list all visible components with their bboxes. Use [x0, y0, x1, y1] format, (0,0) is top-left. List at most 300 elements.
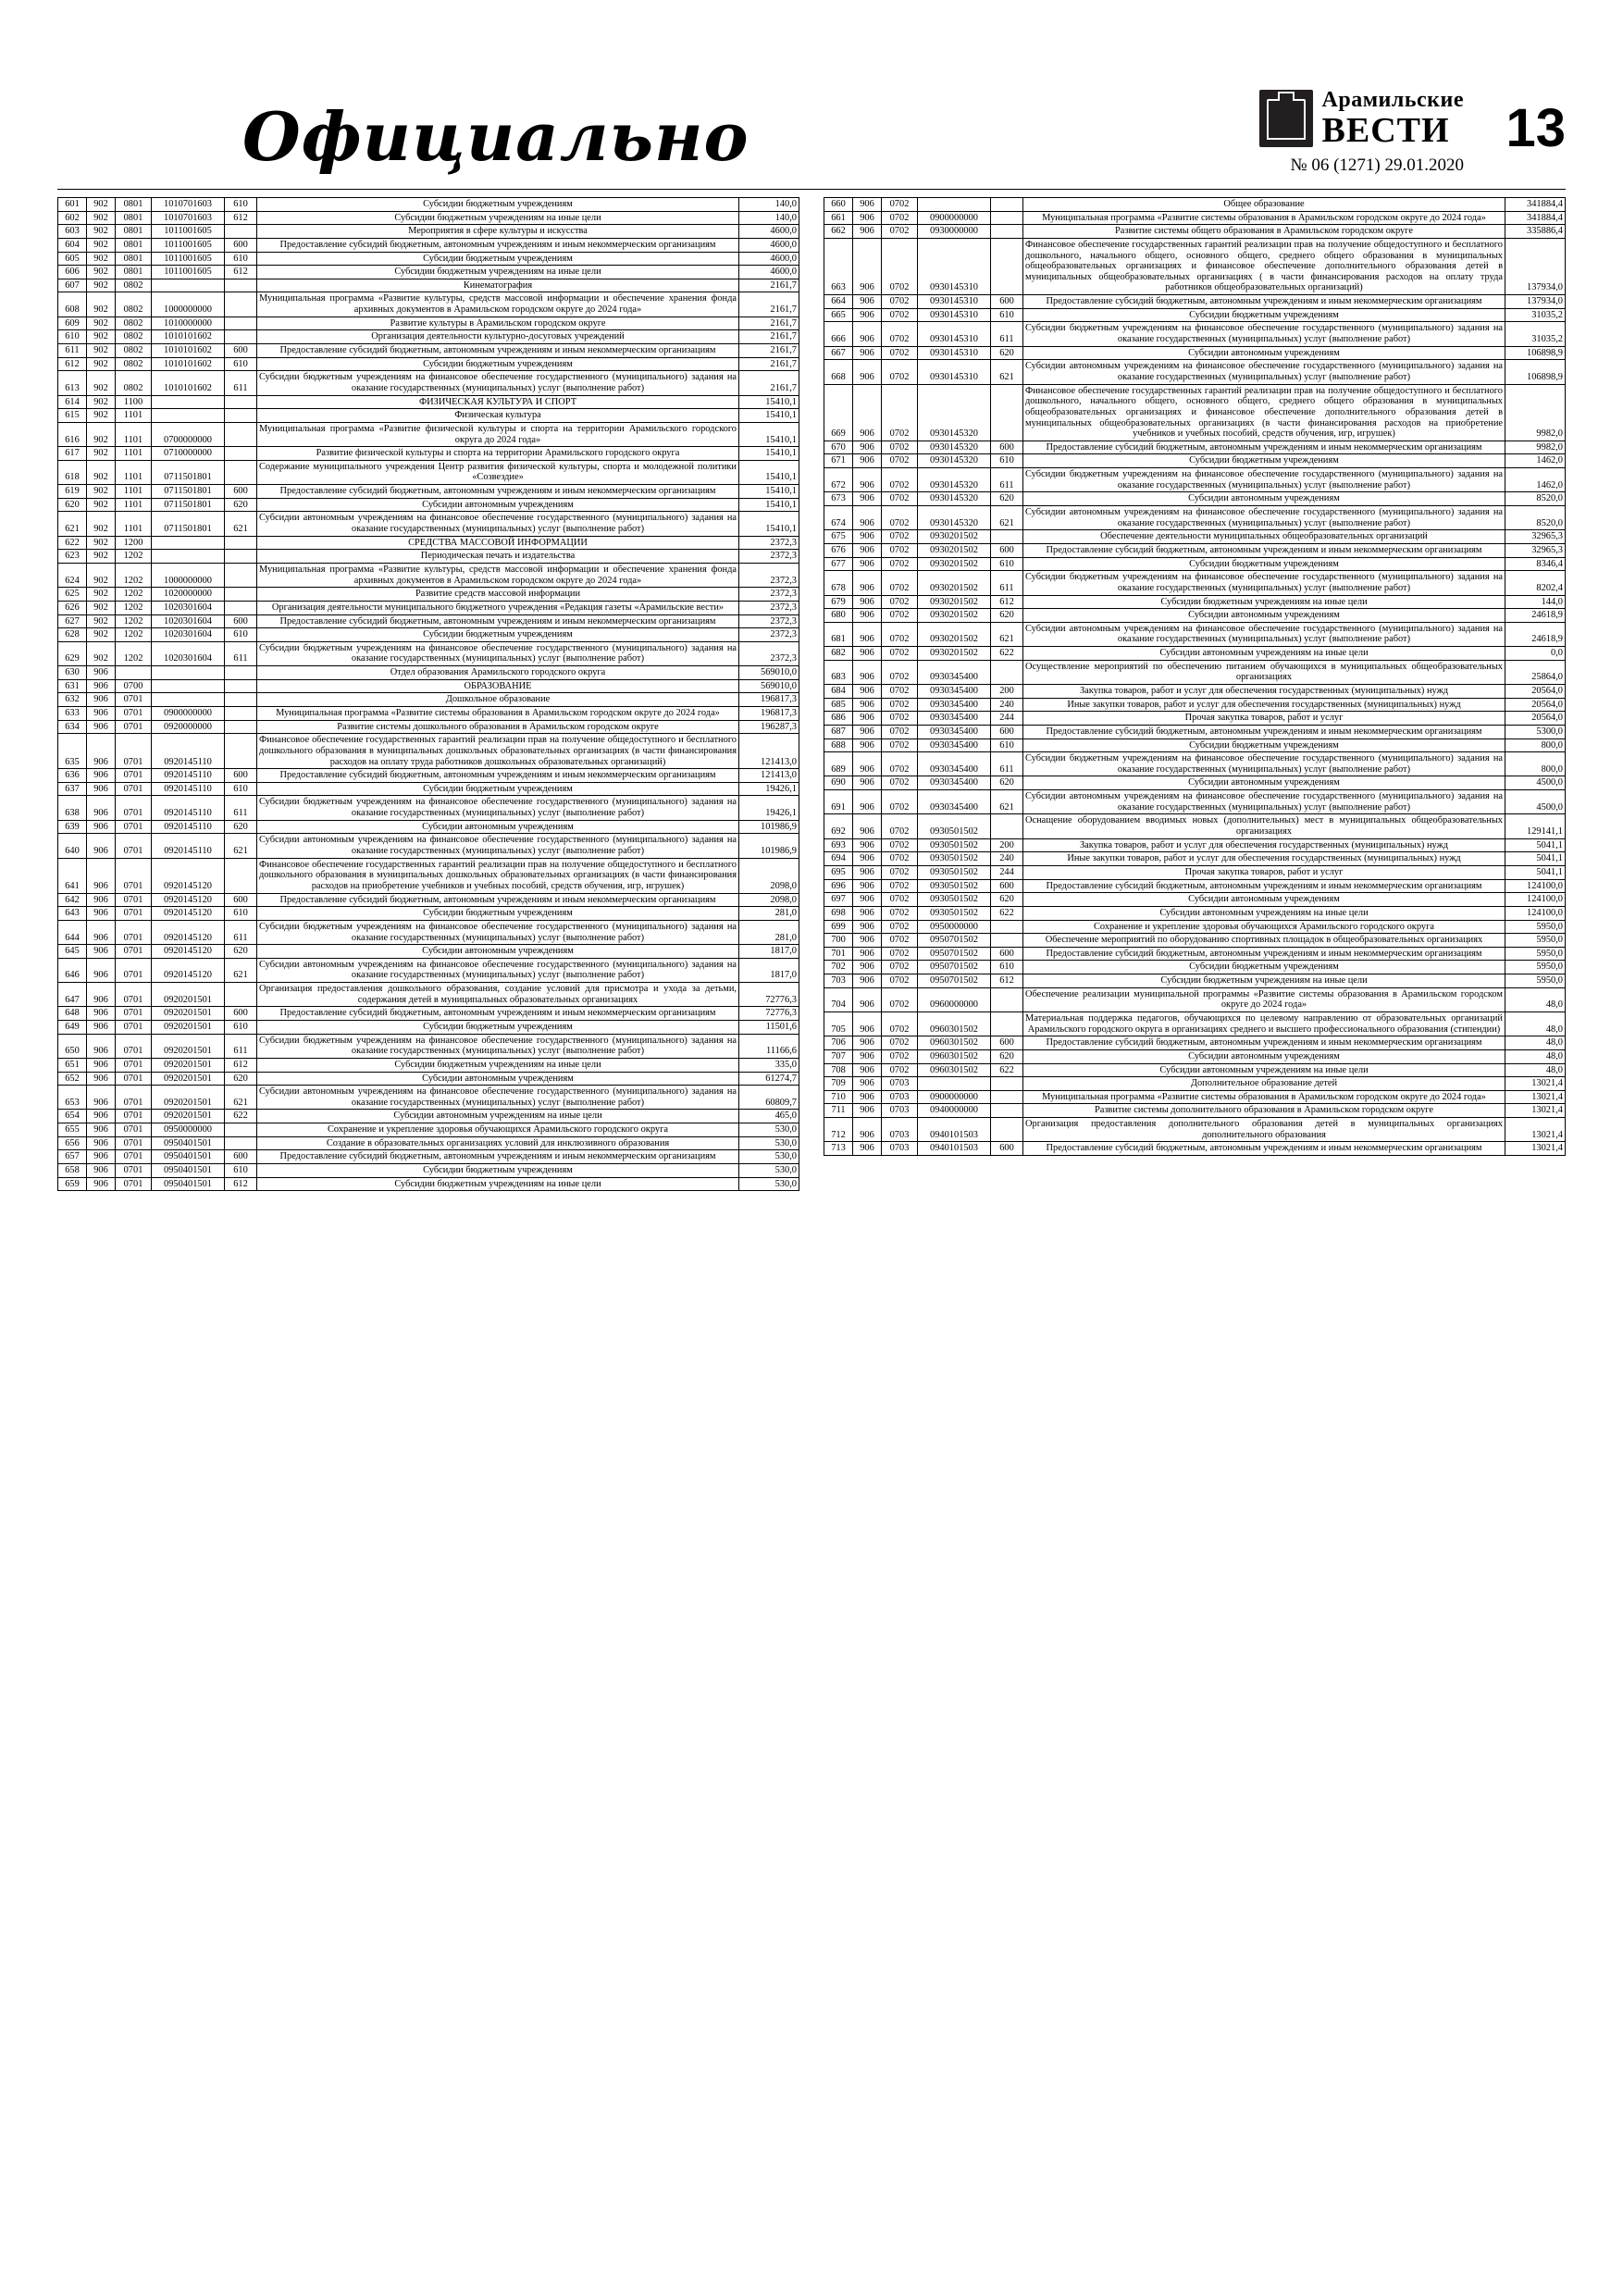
table-cell: 696	[824, 879, 853, 893]
table-cell: Предоставление субсидий бюджетным, автономным учреждениям и иным некоммерческим организациям	[1023, 295, 1505, 309]
table-row	[824, 1104, 1566, 1118]
table-cell: Субсидии бюджетным учреждениям	[1023, 738, 1505, 752]
table-cell: 682	[824, 647, 853, 661]
table-cell: 906	[853, 441, 882, 454]
table-cell: 906	[87, 1021, 116, 1035]
table-cell: 902	[87, 238, 116, 252]
table-row	[824, 571, 1566, 595]
table-cell: 906	[853, 920, 882, 934]
table-cell: 101986,9	[739, 820, 799, 834]
table-cell: 902	[87, 588, 116, 602]
table-cell: 906	[853, 684, 882, 698]
left-column	[57, 197, 799, 1191]
table-row	[824, 684, 1566, 698]
table-cell: Финансовое обеспечение государственных гарантий реализации прав на получение общедоступного и бесплатного дошкольного образования в муниципальных дошкольных образовательных организациях (в части финансирования расходов на приобретение учебников и учебных пособий, средств обучения, игр, игрушек)	[257, 858, 739, 893]
table-cell: Субсидии бюджетным учреждениям	[1023, 961, 1505, 974]
table-row	[58, 1072, 799, 1086]
table-cell: 610	[225, 782, 257, 796]
table-row	[824, 530, 1566, 544]
page-number: 13	[1505, 98, 1566, 158]
table-cell: 0701	[116, 945, 152, 959]
table-cell: 2372,3	[739, 641, 799, 665]
table-row	[58, 614, 799, 628]
table-cell: 0,0	[1505, 647, 1566, 661]
table-cell: 643	[58, 907, 87, 921]
table-cell: 906	[853, 506, 882, 530]
table-cell: 616	[58, 422, 87, 446]
table-cell: 674	[824, 506, 853, 530]
table-cell: 0950701502	[918, 934, 991, 948]
table-cell: 621	[991, 506, 1023, 530]
table-cell: 620	[225, 820, 257, 834]
table-row	[58, 447, 799, 461]
table-cell: 0920145120	[152, 920, 225, 944]
table-cell: 667	[824, 346, 853, 360]
table-cell: 906	[87, 734, 116, 769]
table-row	[58, 1123, 799, 1137]
table-cell	[991, 1104, 1023, 1118]
table-row	[824, 225, 1566, 239]
table-cell: 600	[225, 238, 257, 252]
table-cell: 800,0	[1505, 738, 1566, 752]
table-cell: Субсидии автономным учреждениям на иные цели	[1023, 1063, 1505, 1077]
table-cell: 0940000000	[918, 1104, 991, 1118]
table-cell: 906	[853, 776, 882, 790]
table-cell: 906	[853, 974, 882, 988]
table-cell: 906	[87, 1123, 116, 1137]
table-cell: 600	[225, 485, 257, 499]
table-cell: 906	[853, 211, 882, 225]
table-cell: 1202	[116, 641, 152, 665]
table-cell: 1011001605	[152, 252, 225, 266]
table-row	[58, 983, 799, 1007]
table-cell: 0920201501	[152, 1021, 225, 1035]
table-cell: 902	[87, 252, 116, 266]
table-cell: 629	[58, 641, 87, 665]
table-cell: Субсидии бюджетным учреждениям на финансовое обеспечение государственного (муниципального) задания на оказание государственных (муниципальных) услуг (выполнение работ)	[257, 920, 739, 944]
table-cell: 15410,1	[739, 422, 799, 446]
table-cell: 20564,0	[1505, 684, 1566, 698]
table-cell: 906	[87, 945, 116, 959]
table-cell: 675	[824, 530, 853, 544]
table-cell: Субсидии бюджетным учреждениям	[1023, 557, 1505, 571]
table-cell: 906	[87, 706, 116, 720]
table-cell: 606	[58, 266, 87, 279]
table-cell: 906	[853, 360, 882, 384]
table-cell	[225, 563, 257, 587]
table-cell	[225, 588, 257, 602]
table-cell: 655	[58, 1123, 87, 1137]
table-row	[58, 198, 799, 212]
table-cell: 692	[824, 814, 853, 838]
table-cell: 0802	[116, 330, 152, 344]
table-cell: 0950000000	[918, 920, 991, 934]
table-cell: 15410,1	[739, 512, 799, 536]
table-cell: 0702	[882, 1012, 918, 1036]
table-row	[58, 679, 799, 693]
table-cell: 48,0	[1505, 1036, 1566, 1050]
table-cell: 691	[824, 790, 853, 814]
table-cell: 711	[824, 1104, 853, 1118]
table-cell: 664	[824, 295, 853, 309]
table-cell: 0702	[882, 384, 918, 441]
table-cell: 0930145310	[918, 238, 991, 294]
table-cell: 610	[991, 308, 1023, 322]
table-row	[58, 1021, 799, 1035]
table-cell: 686	[824, 712, 853, 726]
table-cell: Субсидии автономным учреждениям на финансовое обеспечение государственного (муниципального) задания на оказание государственных (муниципальных) услуг (выполнение работ)	[257, 1086, 739, 1110]
table-cell: 0920201501	[152, 1086, 225, 1110]
table-row	[58, 782, 799, 796]
table-cell: 129141,1	[1505, 814, 1566, 838]
table-cell: 48,0	[1505, 1012, 1566, 1036]
table-cell: 9982,0	[1505, 384, 1566, 441]
table-cell: 0802	[116, 292, 152, 316]
table-cell: 631	[58, 679, 87, 693]
table-cell: 0702	[882, 543, 918, 557]
table-cell: 0701	[116, 1021, 152, 1035]
table-cell: Субсидии автономным учреждениям на финансовое обеспечение государственного (муниципального) задания на оказание государственных (муниципальных) услуг (выполнение работ)	[1023, 790, 1505, 814]
table-cell: 638	[58, 796, 87, 820]
table-cell: 15410,1	[739, 460, 799, 484]
table-cell: 906	[853, 1036, 882, 1050]
table-cell: 0920145110	[152, 820, 225, 834]
table-cell: 5950,0	[1505, 974, 1566, 988]
table-cell: 611	[991, 468, 1023, 492]
table-cell: 0702	[882, 441, 918, 454]
table-cell: 666	[824, 322, 853, 346]
table-cell: 906	[853, 1090, 882, 1104]
table-cell: 196817,3	[739, 706, 799, 720]
table-cell: Предоставление субсидий бюджетным, автономным учреждениям и иным некоммерческим организациям	[257, 238, 739, 252]
table-cell: 2161,7	[739, 371, 799, 395]
table-cell: 646	[58, 958, 87, 982]
table-row	[824, 211, 1566, 225]
table-row	[824, 974, 1566, 988]
table-cell: 11501,6	[739, 1021, 799, 1035]
table-row	[58, 1034, 799, 1058]
table-cell: 613	[58, 371, 87, 395]
table-cell	[152, 550, 225, 564]
table-cell: 610	[991, 454, 1023, 468]
table-cell	[225, 679, 257, 693]
table-cell: 906	[853, 595, 882, 609]
table-cell: Субсидии бюджетным учреждениям на иные цели	[1023, 974, 1505, 988]
table-cell: 0801	[116, 266, 152, 279]
table-cell: 620	[991, 893, 1023, 907]
table-row	[58, 628, 799, 642]
table-cell: 902	[87, 601, 116, 614]
table-cell: 0711501801	[152, 460, 225, 484]
table-cell: ФИЗИЧЕСКАЯ КУЛЬТУРА И СПОРТ	[257, 395, 739, 409]
table-cell: Субсидии бюджетным учреждениям	[257, 782, 739, 796]
table-cell: 0702	[882, 698, 918, 712]
table-cell: 0930345400	[918, 660, 991, 684]
table-cell: 600	[225, 1007, 257, 1021]
table-cell: 610	[58, 330, 87, 344]
table-cell: 605	[58, 252, 87, 266]
table-cell	[991, 384, 1023, 441]
table-cell: 0920145120	[152, 858, 225, 893]
table-cell: 657	[58, 1150, 87, 1164]
table-cell: 15410,1	[739, 447, 799, 461]
table-cell	[225, 292, 257, 316]
table-cell: 0701	[116, 782, 152, 796]
table-cell: 13021,4	[1505, 1118, 1566, 1142]
table-cell: 623	[58, 550, 87, 564]
table-cell: 621	[991, 790, 1023, 814]
table-cell: 906	[87, 769, 116, 783]
table-row	[824, 384, 1566, 441]
table-cell: 0930345400	[918, 698, 991, 712]
table-cell: 906	[853, 1104, 882, 1118]
table-cell: 0701	[116, 693, 152, 707]
table-cell: 31035,2	[1505, 322, 1566, 346]
table-row	[824, 506, 1566, 530]
table-cell: 906	[87, 1177, 116, 1191]
table-cell: 5041,1	[1505, 865, 1566, 879]
table-cell: 1817,0	[739, 945, 799, 959]
table-cell: 906	[853, 961, 882, 974]
table-cell: 906	[853, 790, 882, 814]
table-cell: 902	[87, 550, 116, 564]
table-cell: 707	[824, 1049, 853, 1063]
table-cell: Субсидии бюджетным учреждениям	[257, 907, 739, 921]
table-cell: 906	[87, 958, 116, 982]
table-row	[824, 609, 1566, 623]
table-cell: Предоставление субсидий бюджетным, автономным учреждениям и иным некоммерческим организациям	[257, 893, 739, 907]
table-cell: Муниципальная программа «Развитие системы образования в Арамильском городском округе до 2024 года»	[1023, 211, 1505, 225]
table-cell	[152, 279, 225, 292]
table-row	[58, 820, 799, 834]
table-cell: 72776,3	[739, 1007, 799, 1021]
table-cell: 661	[824, 211, 853, 225]
table-cell	[225, 858, 257, 893]
table-cell: 0702	[882, 961, 918, 974]
table-cell: 1020000000	[152, 588, 225, 602]
table-cell: 0702	[882, 346, 918, 360]
table-cell: 906	[853, 492, 882, 506]
table-cell: 906	[853, 852, 882, 866]
table-cell: 0701	[116, 1136, 152, 1150]
table-cell: 906	[87, 983, 116, 1007]
table-cell: 0930145320	[918, 492, 991, 506]
table-cell: Развитие физической культуры и спорта на территории Арамильского городского округа	[257, 447, 739, 461]
table-cell	[225, 550, 257, 564]
table-row	[58, 344, 799, 358]
table-cell: Финансовое обеспечение государственных гарантий реализации прав на получение общедоступного и бесплатного дошкольного, начального общего, основного общего, среднего общего образования в муниципальных общеобразовательных организациях и финансовое обеспечение дополнительного образования детей в муниципальных общеобразовательных организациях ( в части финансирования расходов на оплату труда работников общеобразовательных организаций)	[1023, 238, 1505, 294]
table-cell: 669	[824, 384, 853, 441]
table-cell	[152, 666, 225, 680]
table-cell: 0702	[882, 893, 918, 907]
table-cell: Содержание муниципального учреждения Центр развития физической культуры, спорта и молодежной политики «Созвездие»	[257, 460, 739, 484]
table-cell: 800,0	[1505, 752, 1566, 776]
table-cell: Субсидии бюджетным учреждениям на финансовое обеспечение государственного (муниципального) задания на оказание государственных (муниципальных) услуг (выполнение работ)	[257, 641, 739, 665]
table-cell: 663	[824, 238, 853, 294]
table-cell: 906	[853, 752, 882, 776]
table-cell: 2161,7	[739, 316, 799, 330]
table-row	[58, 641, 799, 665]
table-cell: 0920145120	[152, 893, 225, 907]
table-cell: 0930145320	[918, 454, 991, 468]
table-cell: 611	[991, 571, 1023, 595]
table-cell	[225, 279, 257, 292]
table-cell: 906	[853, 346, 882, 360]
table-cell: 620	[225, 1072, 257, 1086]
table-cell: 600	[225, 769, 257, 783]
table-cell: Субсидии автономным учреждениям на иные цели	[1023, 647, 1505, 661]
table-cell: 701	[824, 947, 853, 961]
right-column	[824, 197, 1566, 1156]
table-cell: 0920000000	[152, 720, 225, 734]
table-cell: 612	[225, 266, 257, 279]
table-cell: 902	[87, 344, 116, 358]
table-cell: 906	[87, 1110, 116, 1123]
table-cell: 0920201501	[152, 1058, 225, 1072]
table-row	[824, 934, 1566, 948]
table-cell: 0700	[116, 679, 152, 693]
table-row	[824, 947, 1566, 961]
table-cell	[152, 395, 225, 409]
table-cell: 621	[58, 512, 87, 536]
table-cell: 0801	[116, 198, 152, 212]
table-cell: 0702	[882, 852, 918, 866]
header-divider	[57, 189, 1566, 190]
table-cell: 906	[87, 907, 116, 921]
table-cell: 906	[853, 660, 882, 684]
table-row	[824, 454, 1566, 468]
table-cell: 2161,7	[739, 330, 799, 344]
table-cell: 24618,9	[1505, 609, 1566, 623]
table-cell	[152, 679, 225, 693]
table-row	[824, 987, 1566, 1011]
table-cell: 906	[853, 987, 882, 1011]
table-cell: Организация деятельности культурно-досуговых учреждений	[257, 330, 739, 344]
table-cell: 281,0	[739, 907, 799, 921]
table-cell: 1101	[116, 512, 152, 536]
table-cell: 0701	[116, 720, 152, 734]
table-cell: 620	[991, 346, 1023, 360]
table-cell: 0711501801	[152, 498, 225, 512]
table-cell: 906	[853, 295, 882, 309]
table-cell: 2372,3	[739, 628, 799, 642]
table-cell: 902	[87, 409, 116, 423]
table-cell: 0930145310	[918, 360, 991, 384]
table-cell: 0960301502	[918, 1049, 991, 1063]
table-cell: 695	[824, 865, 853, 879]
table-cell: 902	[87, 266, 116, 279]
table-cell: 658	[58, 1164, 87, 1178]
table-cell: 0703	[882, 1077, 918, 1091]
table-cell: 60809,7	[739, 1086, 799, 1110]
table-cell: Предоставление субсидий бюджетным, автономным учреждениям и иным некоммерческим организациям	[257, 1150, 739, 1164]
table-cell: 906	[853, 1142, 882, 1156]
table-row	[824, 647, 1566, 661]
table-cell: Муниципальная программа «Развитие культуры, средств массовой информации и обеспечение хранения фонда архивных документов в Арамильском городском округе до 2024 года»	[257, 563, 739, 587]
table-row	[58, 485, 799, 499]
table-cell: Субсидии бюджетным учреждениям на иные цели	[257, 1058, 739, 1072]
table-cell: 647	[58, 983, 87, 1007]
table-cell: Мероприятия в сфере культуры и искусства	[257, 225, 739, 239]
table-cell: 609	[58, 316, 87, 330]
table-cell: 4600,0	[739, 238, 799, 252]
table-cell: 611	[225, 371, 257, 395]
table-cell	[225, 422, 257, 446]
table-cell: 702	[824, 961, 853, 974]
table-cell: 0960301502	[918, 1036, 991, 1050]
table-cell: 902	[87, 292, 116, 316]
table-cell: 620	[991, 776, 1023, 790]
table-cell: 5950,0	[1505, 961, 1566, 974]
table-cell: 902	[87, 198, 116, 212]
table-cell: Обеспечение мероприятий по оборудованию спортивных площадок в общеобразовательных организациях	[1023, 934, 1505, 948]
table-cell: Муниципальная программа «Развитие системы образования в Арамильском городском округе до 2024 года»	[1023, 1090, 1505, 1104]
table-cell	[225, 983, 257, 1007]
table-cell: 681	[824, 622, 853, 646]
table-cell: 0701	[116, 834, 152, 858]
table-cell: 4500,0	[1505, 790, 1566, 814]
table-cell: 906	[853, 725, 882, 738]
masthead	[57, 65, 1566, 176]
table-row	[58, 238, 799, 252]
table-row	[58, 252, 799, 266]
columns	[57, 197, 1566, 1191]
table-cell: 1202	[116, 550, 152, 564]
table-cell	[991, 814, 1023, 838]
table-cell: 0802	[116, 316, 152, 330]
table-cell: 600	[225, 344, 257, 358]
table-cell: 690	[824, 776, 853, 790]
table-cell: 0702	[882, 879, 918, 893]
table-cell: 2161,7	[739, 279, 799, 292]
table-cell: 281,0	[739, 920, 799, 944]
table-row	[824, 346, 1566, 360]
table-row	[824, 492, 1566, 506]
table-cell	[116, 666, 152, 680]
table-row	[58, 858, 799, 893]
table-cell: 704	[824, 987, 853, 1011]
table-row	[824, 238, 1566, 294]
table-cell: 906	[853, 879, 882, 893]
table-cell: 0702	[882, 595, 918, 609]
table-cell	[991, 660, 1023, 684]
table-cell: 634	[58, 720, 87, 734]
table-cell: 620	[991, 492, 1023, 506]
table-cell: 101986,9	[739, 834, 799, 858]
table-cell: 530,0	[739, 1177, 799, 1191]
table-cell: 906	[853, 609, 882, 623]
table-cell: Субсидии бюджетным учреждениям на иные цели	[257, 266, 739, 279]
table-cell: 0701	[116, 820, 152, 834]
table-cell: 2161,7	[739, 344, 799, 358]
table-row	[824, 712, 1566, 726]
table-cell: 709	[824, 1077, 853, 1091]
table-cell: 530,0	[739, 1136, 799, 1150]
table-cell: 0701	[116, 907, 152, 921]
table-cell: 621	[225, 1086, 257, 1110]
table-cell: 618	[58, 460, 87, 484]
table-cell: 48,0	[1505, 1049, 1566, 1063]
table-cell: 341884,4	[1505, 211, 1566, 225]
table-cell: 0701	[116, 983, 152, 1007]
table-cell: 713	[824, 1142, 853, 1156]
table-cell: 465,0	[739, 1110, 799, 1123]
table-cell: Субсидии автономным учреждениям на финансовое обеспечение государственного (муниципального) задания на оказание государственных (муниципальных) услуг (выполнение работ)	[1023, 506, 1505, 530]
table-cell: 0702	[882, 684, 918, 698]
table-cell: 137934,0	[1505, 295, 1566, 309]
table-cell: 601	[58, 198, 87, 212]
table-row	[58, 266, 799, 279]
